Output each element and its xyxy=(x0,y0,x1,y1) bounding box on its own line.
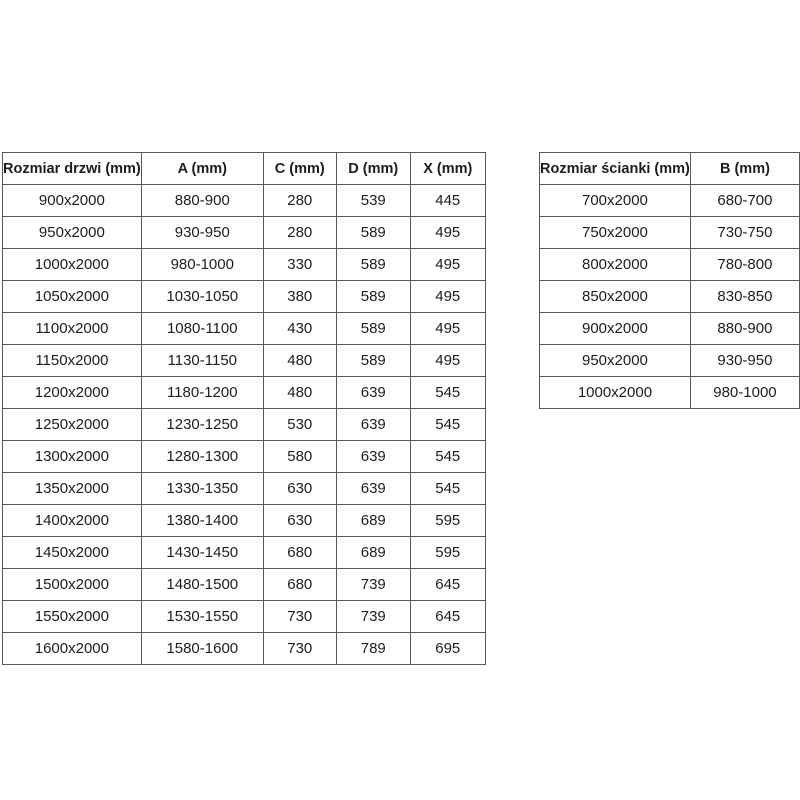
table-cell: 739 xyxy=(336,601,410,633)
table-cell: 1450x2000 xyxy=(3,537,142,569)
table-cell: 430 xyxy=(263,313,336,345)
table-cell: 595 xyxy=(410,537,485,569)
table-cell: 1300x2000 xyxy=(3,441,142,473)
table-cell: 739 xyxy=(336,569,410,601)
table-cell: 495 xyxy=(410,345,485,377)
table-cell: 595 xyxy=(410,505,485,537)
table-cell: 580 xyxy=(263,441,336,473)
table-row xyxy=(540,185,800,217)
table-row xyxy=(3,249,486,281)
table-cell: 1350x2000 xyxy=(3,473,142,505)
table-cell: 1180-1200 xyxy=(141,377,263,409)
table-row xyxy=(3,409,486,441)
table-cell: 1200x2000 xyxy=(3,377,142,409)
table-cell: 700x2000 xyxy=(540,185,691,217)
table-cell: 1280-1300 xyxy=(141,441,263,473)
table-cell: 1130-1150 xyxy=(141,345,263,377)
table-row xyxy=(3,569,486,601)
table-cell: 589 xyxy=(336,345,410,377)
table-cell: 695 xyxy=(410,633,485,665)
table-cell: 380 xyxy=(263,281,336,313)
table-cell: 930-950 xyxy=(690,345,799,377)
table-cell: 645 xyxy=(410,601,485,633)
table-cell: 750x2000 xyxy=(540,217,691,249)
table-cell: 545 xyxy=(410,441,485,473)
table-cell: 630 xyxy=(263,505,336,537)
column-header: C (mm) xyxy=(263,153,336,185)
table-cell: 880-900 xyxy=(141,185,263,217)
table-row xyxy=(3,505,486,537)
table-cell: 1430-1450 xyxy=(141,537,263,569)
table-cell: 689 xyxy=(336,505,410,537)
table-cell: 900x2000 xyxy=(3,185,142,217)
table-cell: 589 xyxy=(336,249,410,281)
table-cell: 1330-1350 xyxy=(141,473,263,505)
table-row xyxy=(3,345,486,377)
table-cell: 1150x2000 xyxy=(3,345,142,377)
table-cell: 680 xyxy=(263,537,336,569)
table-cell: 1380-1400 xyxy=(141,505,263,537)
table-cell: 1080-1100 xyxy=(141,313,263,345)
table-cell: 530 xyxy=(263,409,336,441)
table-cell: 545 xyxy=(410,473,485,505)
table-cell: 589 xyxy=(336,281,410,313)
header-row xyxy=(540,153,800,185)
table-cell: 950x2000 xyxy=(540,345,691,377)
wall-sizes-table xyxy=(539,152,800,409)
table-row xyxy=(3,537,486,569)
table-cell: 445 xyxy=(410,185,485,217)
table-row xyxy=(540,345,800,377)
column-header: B (mm) xyxy=(690,153,799,185)
table-cell: 950x2000 xyxy=(3,217,142,249)
table-row xyxy=(540,217,800,249)
column-header: Rozmiar drzwi (mm) xyxy=(3,153,142,185)
table-row xyxy=(3,601,486,633)
table-cell: 680 xyxy=(263,569,336,601)
table-cell: 639 xyxy=(336,409,410,441)
table-cell: 800x2000 xyxy=(540,249,691,281)
table-cell: 730-750 xyxy=(690,217,799,249)
table-cell: 1100x2000 xyxy=(3,313,142,345)
table-row xyxy=(540,281,800,313)
header-row xyxy=(3,153,486,185)
table-cell: 830-850 xyxy=(690,281,799,313)
table-cell: 930-950 xyxy=(141,217,263,249)
table-cell: 280 xyxy=(263,185,336,217)
table-cell: 1600x2000 xyxy=(3,633,142,665)
table-cell: 1480-1500 xyxy=(141,569,263,601)
table-cell: 1000x2000 xyxy=(540,377,691,409)
table-cell: 330 xyxy=(263,249,336,281)
table-cell: 730 xyxy=(263,633,336,665)
table-cell: 980-1000 xyxy=(690,377,799,409)
table-cell: 689 xyxy=(336,537,410,569)
table-row xyxy=(3,313,486,345)
table-row xyxy=(3,441,486,473)
table-cell: 495 xyxy=(410,249,485,281)
table-cell: 1530-1550 xyxy=(141,601,263,633)
table-cell: 639 xyxy=(336,377,410,409)
table-cell: 480 xyxy=(263,377,336,409)
table-cell: 1230-1250 xyxy=(141,409,263,441)
table-cell: 1050x2000 xyxy=(3,281,142,313)
table-cell: 495 xyxy=(410,313,485,345)
table-cell: 495 xyxy=(410,281,485,313)
table-cell: 980-1000 xyxy=(141,249,263,281)
table-row xyxy=(3,633,486,665)
table-cell: 880-900 xyxy=(690,313,799,345)
table-cell: 789 xyxy=(336,633,410,665)
column-header: X (mm) xyxy=(410,153,485,185)
table-cell: 589 xyxy=(336,217,410,249)
table-cell: 495 xyxy=(410,217,485,249)
table-cell: 645 xyxy=(410,569,485,601)
table-row xyxy=(3,377,486,409)
table-cell: 545 xyxy=(410,377,485,409)
table-cell: 639 xyxy=(336,441,410,473)
table-cell: 1400x2000 xyxy=(3,505,142,537)
table-row xyxy=(540,249,800,281)
table-cell: 630 xyxy=(263,473,336,505)
table-cell: 900x2000 xyxy=(540,313,691,345)
table-cell: 1250x2000 xyxy=(3,409,142,441)
table-cell: 680-700 xyxy=(690,185,799,217)
table-row xyxy=(3,217,486,249)
table-row xyxy=(540,377,800,409)
table-cell: 280 xyxy=(263,217,336,249)
column-header: A (mm) xyxy=(141,153,263,185)
column-header: Rozmiar ścianki (mm) xyxy=(540,153,691,185)
table-row xyxy=(540,313,800,345)
column-header: D (mm) xyxy=(336,153,410,185)
table-row xyxy=(3,473,486,505)
table-cell: 480 xyxy=(263,345,336,377)
table-cell: 850x2000 xyxy=(540,281,691,313)
table-cell: 545 xyxy=(410,409,485,441)
table-row xyxy=(3,281,486,313)
table-cell: 639 xyxy=(336,473,410,505)
table-cell: 1500x2000 xyxy=(3,569,142,601)
table-cell: 1550x2000 xyxy=(3,601,142,633)
table-cell: 730 xyxy=(263,601,336,633)
table-cell: 1000x2000 xyxy=(3,249,142,281)
table-cell: 589 xyxy=(336,313,410,345)
table-cell: 1030-1050 xyxy=(141,281,263,313)
table-cell: 1580-1600 xyxy=(141,633,263,665)
door-sizes-table xyxy=(2,152,486,665)
table-row xyxy=(3,185,486,217)
table-cell: 539 xyxy=(336,185,410,217)
table-cell: 780-800 xyxy=(690,249,799,281)
